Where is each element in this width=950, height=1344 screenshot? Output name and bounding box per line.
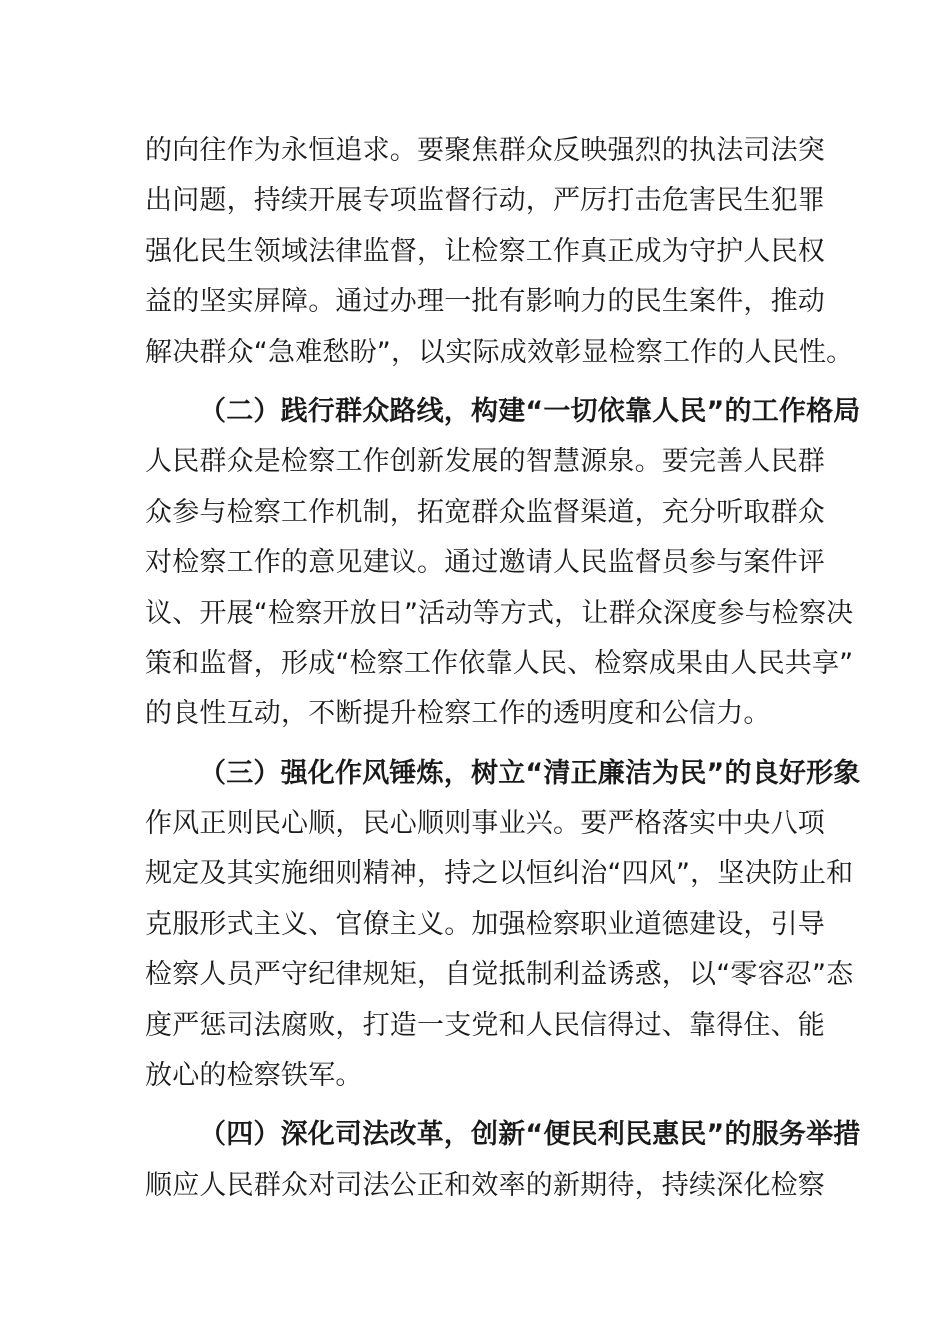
text-line: 对检察工作的意见建议。通过邀请人民监督员参与案件评 [145,547,825,579]
section-heading: （三）强化作风锤炼，树立“清正廉洁为民”的良好形象 [199,757,861,789]
section-heading: （二）践行群众路线，构建“一切依靠人民”的工作格局 [199,395,861,427]
paragraph-gap [145,1101,815,1110]
text-line: 出问题，持续开展专项监督行动，严厉打击危害民生犯罪 [145,185,825,217]
section-2 [145,387,861,740]
text-line: 众参与检察工作机制，拓宽群众监督渠道，充分听取群众 [145,496,825,528]
section-3 [145,749,861,1102]
paragraph-gap [145,378,815,387]
text-line: 强化民生领域法律监督，让检察工作真正成为守护人民权 [145,235,825,267]
text-line: 检察人员严守纪律规矩，自觉抵制利益诱惑，以“零容忍”态 [145,959,854,991]
text-line: 益的坚实屏障。通过办理一批有影响力的民生案件，推动 [145,286,825,318]
text-line: 的良性互动，不断提升检察工作的透明度和公信力。 [145,698,771,730]
paragraph-gap [145,740,815,749]
section-4 [145,1110,861,1211]
text-line: 作风正则民心顺，民心顺则事业兴。要严格落实中央八项 [145,808,825,840]
text-line: 的向往作为永恒追求。要聚焦群众反映强烈的执法司法突 [145,135,825,166]
text-line: 克服形式主义、官僚主义。加强检察职业道德建设，引导 [145,908,825,940]
text-line: 策和监督，形成“检察工作依靠人民、检察成果由人民共享” [145,647,854,679]
text-line: 放心的检察铁军。 [145,1060,363,1092]
text-line: 顺应人民群众对司法公正和效率的新期待，持续深化检察 [145,1169,825,1201]
text-line: 规定及其实施细则精神，持之以恒纠治“四风”，坚决防止和 [145,858,854,890]
text-line: 议、开展“检察开放日”活动等方式，让群众深度参与检察决 [145,597,854,629]
document-body [145,126,861,1211]
paragraph-intro [145,126,854,378]
section-heading: （四）深化司法改革，创新“便民利民惠民”的服务举措 [199,1119,861,1151]
text-line: 人民群众是检察工作创新发展的智慧源泉。要完善人民群 [145,446,825,478]
text-line: 度严惩司法腐败，打造一支党和人民信得过、靠得住、能 [145,1009,825,1041]
text-line: 解决群众“急难愁盼”，以实际成效彰显检察工作的人民性。 [145,336,854,368]
